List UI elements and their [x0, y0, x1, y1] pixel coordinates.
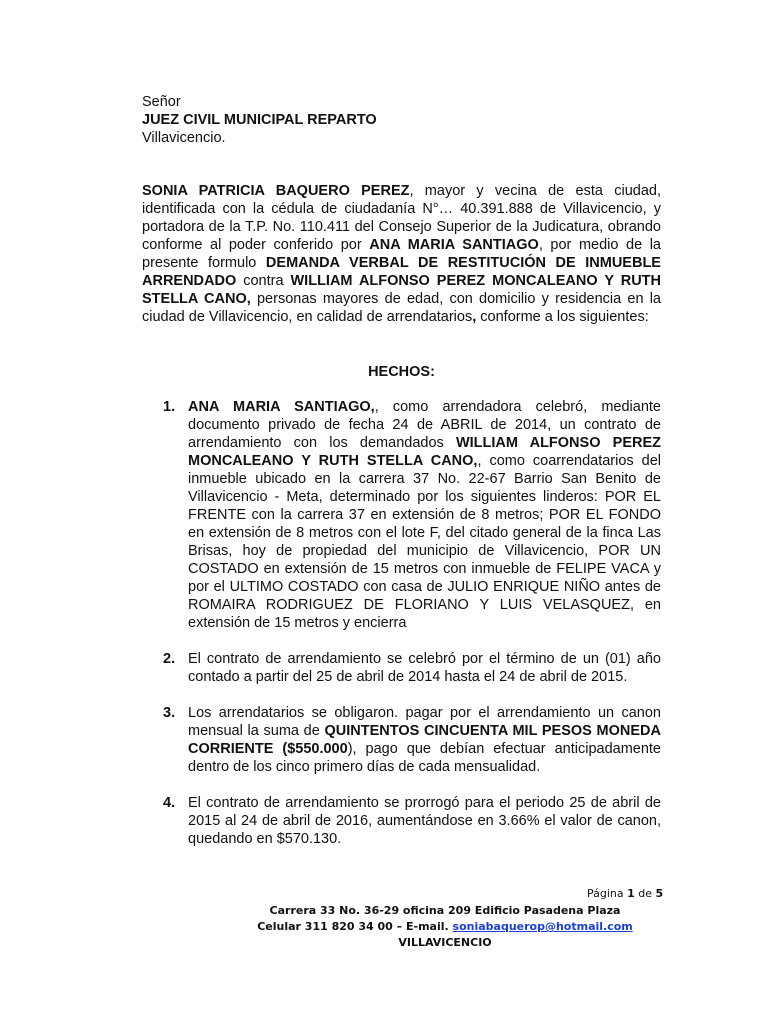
- letter-header: [142, 93, 377, 147]
- fact-text: , como arrendadora celebró, mediante documento privado de fecha 24 de ABRIL de 2014, un contrato de arrendamiento con los demandados: [188, 399, 661, 451]
- fact-number: 3.: [163, 705, 176, 721]
- defendants-names: WILLIAM ALFONSO PEREZ MONCALEANO Y RUTH STELLA CANO,: [142, 273, 662, 307]
- recipient: JUEZ CIVIL MUNICIPAL REPARTO: [142, 112, 377, 128]
- intro-comma: ,: [472, 309, 477, 325]
- footer-city: VILLAVICENCIO: [398, 936, 492, 949]
- plaintiff-attorney-name: SONIA PATRICIA BAQUERO PEREZ: [142, 183, 410, 199]
- fact-text: Los arrendatarios se obligaron. pagar por el arrendamiento un canon mensual la suma de: [188, 705, 661, 739]
- fact-bold-amount-words: QUINTENTOS CINCUENTA MIL PESOS MONEDA CORRIENTE (: [188, 723, 661, 757]
- fact-item-3: [142, 704, 661, 776]
- intro-text-3: contra: [236, 273, 291, 289]
- fact-bold-name: ANA MARIA SANTIAGO,: [188, 399, 375, 415]
- fact-text: , pago que debían efectuar anticipadamente dentro de los cinco primero días de cada mensualidad.: [188, 741, 662, 775]
- recipient-city: Villavicencio.: [142, 130, 226, 146]
- fact-number: 4.: [163, 795, 176, 811]
- page-label: Página: [587, 887, 624, 900]
- fact-bold-defendants: WILLIAM ALFONSO PEREZ MONCALEANO Y RUTH STELLA CANO,: [188, 435, 661, 469]
- footer-address: Carrera 33 No. 36-29 oficina 209 Edificio Pasadena Plaza: [269, 904, 621, 917]
- footer-contact: [150, 919, 740, 935]
- fact-bold-amount: $550.000: [287, 741, 348, 757]
- fact-text: , como coarrendatarios del inmueble ubicado en la carrera 37 No. 22-67 Barrio San Benito de Villavicencio - Meta, determinado por los siguientes linderos: POR EL FRENTE con la carrera 37 en extensión de 8 metros; POR EL FONDO en extensión de 8 metros con el lote F, del citado general de la finca Las Brisas, hoy de propiedad del municipio de Villavicencio, POR UN COSTADO en extensión de 15 metros con inmueble de FELIPE VACA y por el ULTIMO COSTADO con casa de JULIO ENRIQUE NIÑO antes de ROMAIRA RODRIGUEZ DE FLORIANO Y LUIS VELASQUEZ, en extensión de 15 metros y encierra: [188, 453, 662, 631]
- page-of: de: [638, 887, 653, 900]
- footer-phone: Celular 311 820 34 00 – E-mail.: [257, 920, 453, 933]
- fact-item-2: [142, 650, 661, 686]
- facts-list: [142, 398, 661, 866]
- letterhead-footer: [150, 903, 740, 951]
- intro-text-1: , mayor y vecina de esta ciudad, identificada con la cédula de ciudadanía N°… 40.391.888 de Villavicencio, y portadora de la T.P. No. 110.411 del Consejo Superior de la Judicatura, obrando conforme al poder conferido por: [142, 183, 661, 253]
- lawsuit-type: DEMANDA VERBAL DE RESTITUCIÓN DE INMUEBLE ARRENDADO: [142, 255, 661, 289]
- fact-number: 1.: [163, 399, 176, 415]
- section-title-hechos: HECHOS:: [368, 364, 435, 380]
- page-number: [587, 887, 663, 901]
- page-total: 5: [655, 887, 664, 900]
- fact-text: El contrato de arrendamiento se celebró por el término de un (01) año contado a partir del 25 de abril de 2014 hasta el 24 de abril de 2015.: [188, 651, 661, 685]
- client-name: ANA MARIA SANTIAGO: [369, 237, 539, 253]
- intro-text-5: conforme a los siguientes:: [476, 309, 649, 325]
- fact-item-1: [142, 398, 661, 632]
- fact-text: ): [347, 741, 353, 757]
- footer-email-link[interactable]: soniabaquerop@hotmail.com: [452, 920, 633, 933]
- intro-paragraph: [142, 182, 661, 326]
- fact-item-4: [142, 794, 661, 848]
- fact-number: 2.: [163, 651, 176, 667]
- intro-text-4: personas mayores de edad, con domicilio y residencia en la ciudad de Villavicencio, en calidad de arrendatarios: [142, 291, 661, 325]
- fact-text: El contrato de arrendamiento se prorrogó para el periodo 25 de abril de 2015 al 24 de abril de 2016, aumentándose en 3.66% el valor de canon, quedando en $570.130.: [188, 795, 661, 847]
- intro-text-2: , por medio de la presente formulo: [142, 237, 661, 271]
- salutation: Señor: [142, 94, 181, 110]
- page-current: 1: [627, 887, 635, 900]
